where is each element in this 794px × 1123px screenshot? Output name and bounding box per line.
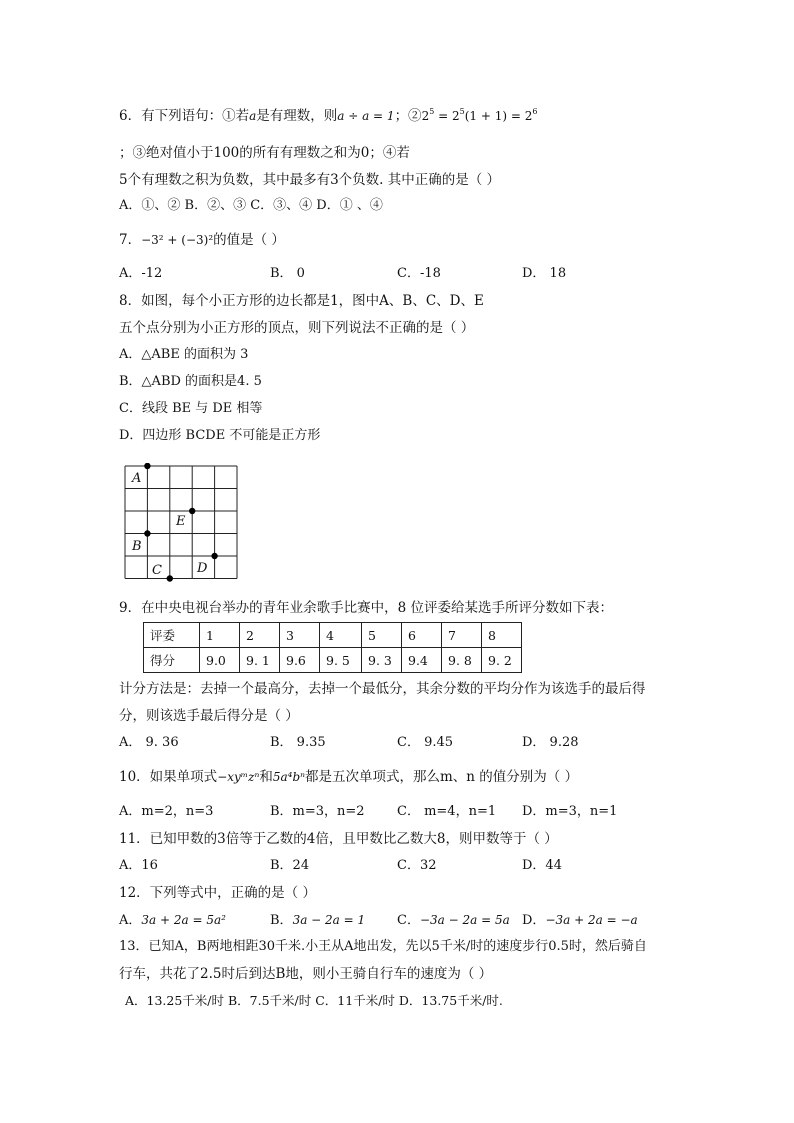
q6-formula-2: $2^5 = 2^5(1 + 1) = 2^6$ [421,107,538,123]
table-cell: 9.0 [200,648,240,673]
table-cell: 8 [482,623,522,648]
q12-option-d: D．−3a + 2a = −a [522,913,638,928]
table-cell: 9.6 [280,648,320,673]
point-c [167,575,173,581]
table-row [144,648,522,673]
q10-expression-2: 5a⁴bⁿ [272,770,305,784]
label-c: C [152,563,162,578]
q13-line2: 行车，共花了2.5时后到达B地，则小王骑自行车的速度为（ ） [119,966,493,982]
q7-option-d: D． 18 [522,266,567,281]
q7-expression: −3² + (−3)² [141,233,214,247]
q6-options: A．①、② B．②、③ C．③、④ D．① 、④ [119,198,383,213]
q9-line1: 9．在中央电视台举办的青年业余歌手比赛中，8 位评委给某选手所评分数如下表： [119,600,613,616]
q7-option-c: C．-18 [397,266,441,281]
q11-option-d: D．44 [522,858,562,873]
table-header-judge: 评委 [144,623,200,648]
q8-option-a: A．△ABE 的面积为 3 [119,347,249,362]
table-cell: 9.4 [402,648,442,673]
q7-stem: 7．−3² + (−3)²的值是（ ） [119,232,285,248]
q12-line1: 12．下列等式中，正确的是（ ） [119,885,316,901]
q8-option-d: D．四边形 BCDE 不可能是正方形 [119,428,321,443]
q10-option-c: C． m=4，n=1 [397,804,497,819]
q6-line2: ；③绝对值小于100的所有有理数之和为0；④若 [119,145,410,161]
q6-separator: ；② [394,108,422,124]
table-cell: 9. 1 [240,648,280,673]
table-cell: 2 [240,623,280,648]
q9-option-b: B． 9.35 [270,735,326,750]
q8-option-b: B．△ABD 的面积是4. 5 [119,374,262,389]
table-cell: 9. 3 [362,648,402,673]
q12-option-b: B．3a − 2a = 1 [270,913,366,928]
table-cell: 9. 2 [482,648,522,673]
q9-score-table [143,622,522,673]
q7-option-b: B． 0 [270,266,305,281]
point-b [144,530,150,536]
q10-option-b: B．m=3，n=2 [270,804,365,819]
table-cell: 9. 8 [442,648,482,673]
q10-option-d: D．m=3，n=1 [522,804,618,819]
q6-line1 [119,106,537,126]
q9-option-c: C． 9.45 [397,735,454,750]
point-e [189,508,195,514]
point-d [211,553,217,559]
table-header-score: 得分 [144,648,200,673]
q10-stem: 10．如果单项式−xyᵐzⁿ和5a⁴bⁿ都是五次单项式，那么m、n 的值分别为（ ） [119,769,579,785]
table-cell: 6 [402,623,442,648]
table-cell: 5 [362,623,402,648]
q6-formula-1: a ÷ a = 1 [337,109,395,123]
table-cell: 4 [320,623,362,648]
label-b: B [132,539,142,554]
q13-line1: 13．已知A，B两地相距30千米.小王从A地出发，先以5千米/时的速度步行0.5时，然后骑自 [119,939,647,954]
q11-line1: 11．已知甲数的3倍等于乙数的4倍，且甲数比乙数大8，则甲数等于（ ） [119,831,558,847]
table-row [144,623,522,648]
q7-option-a: A．-12 [119,266,163,281]
q10-option-a: A．m=2，n=3 [119,804,214,819]
q6-text-mid: 是有理数，则 [256,108,338,124]
q9-option-a: A． 9. 36 [119,735,179,750]
q8-line1: 8．如图，每个小正方形的边长都是1，图中A、B、C、D、E [119,293,484,309]
q6-var-a: a [249,109,257,123]
q10-expression-1: −xyᵐzⁿ [217,770,260,784]
q13-options: A．13.25千米/时 B．7.5千米/时 C．11千米/时 D．13.75千米/时. [125,993,503,1008]
q11-option-b: B．24 [270,858,310,873]
q9-line2: 计分方法是：去掉一个最高分，去掉一个最低分，其余分数的平均分作为该选手的最后得 [119,681,646,697]
table-cell: 9. 5 [320,648,362,673]
q12-option-c: C．−3a − 2a = 5a [397,913,510,928]
q12-option-a: A．3a + 2a = 5a² [119,913,226,928]
q9-line3: 分，则该选手最后得分是（ ） [119,708,299,724]
label-d: D [197,561,208,576]
q8-grid-figure [122,463,242,585]
label-e: E [176,514,186,529]
label-a: A [132,471,142,486]
q6-line3: 5个有理数之积为负数，其中最多有3个负数. 其中正确的是（ ） [119,172,501,188]
table-cell: 3 [280,623,320,648]
q6-text: 6．有下列语句：①若 [119,108,250,124]
table-cell: 7 [442,623,482,648]
q11-option-c: C．32 [397,858,437,873]
point-a [144,463,150,469]
q8-line2: 五个点分别为小正方形的顶点，则下列说法不正确的是（ ） [119,320,475,336]
q11-option-a: A．16 [119,858,158,873]
q9-option-d: D． 9.28 [522,735,579,750]
table-cell: 1 [200,623,240,648]
q8-option-c: C．线段 BE 与 DE 相等 [119,401,263,416]
